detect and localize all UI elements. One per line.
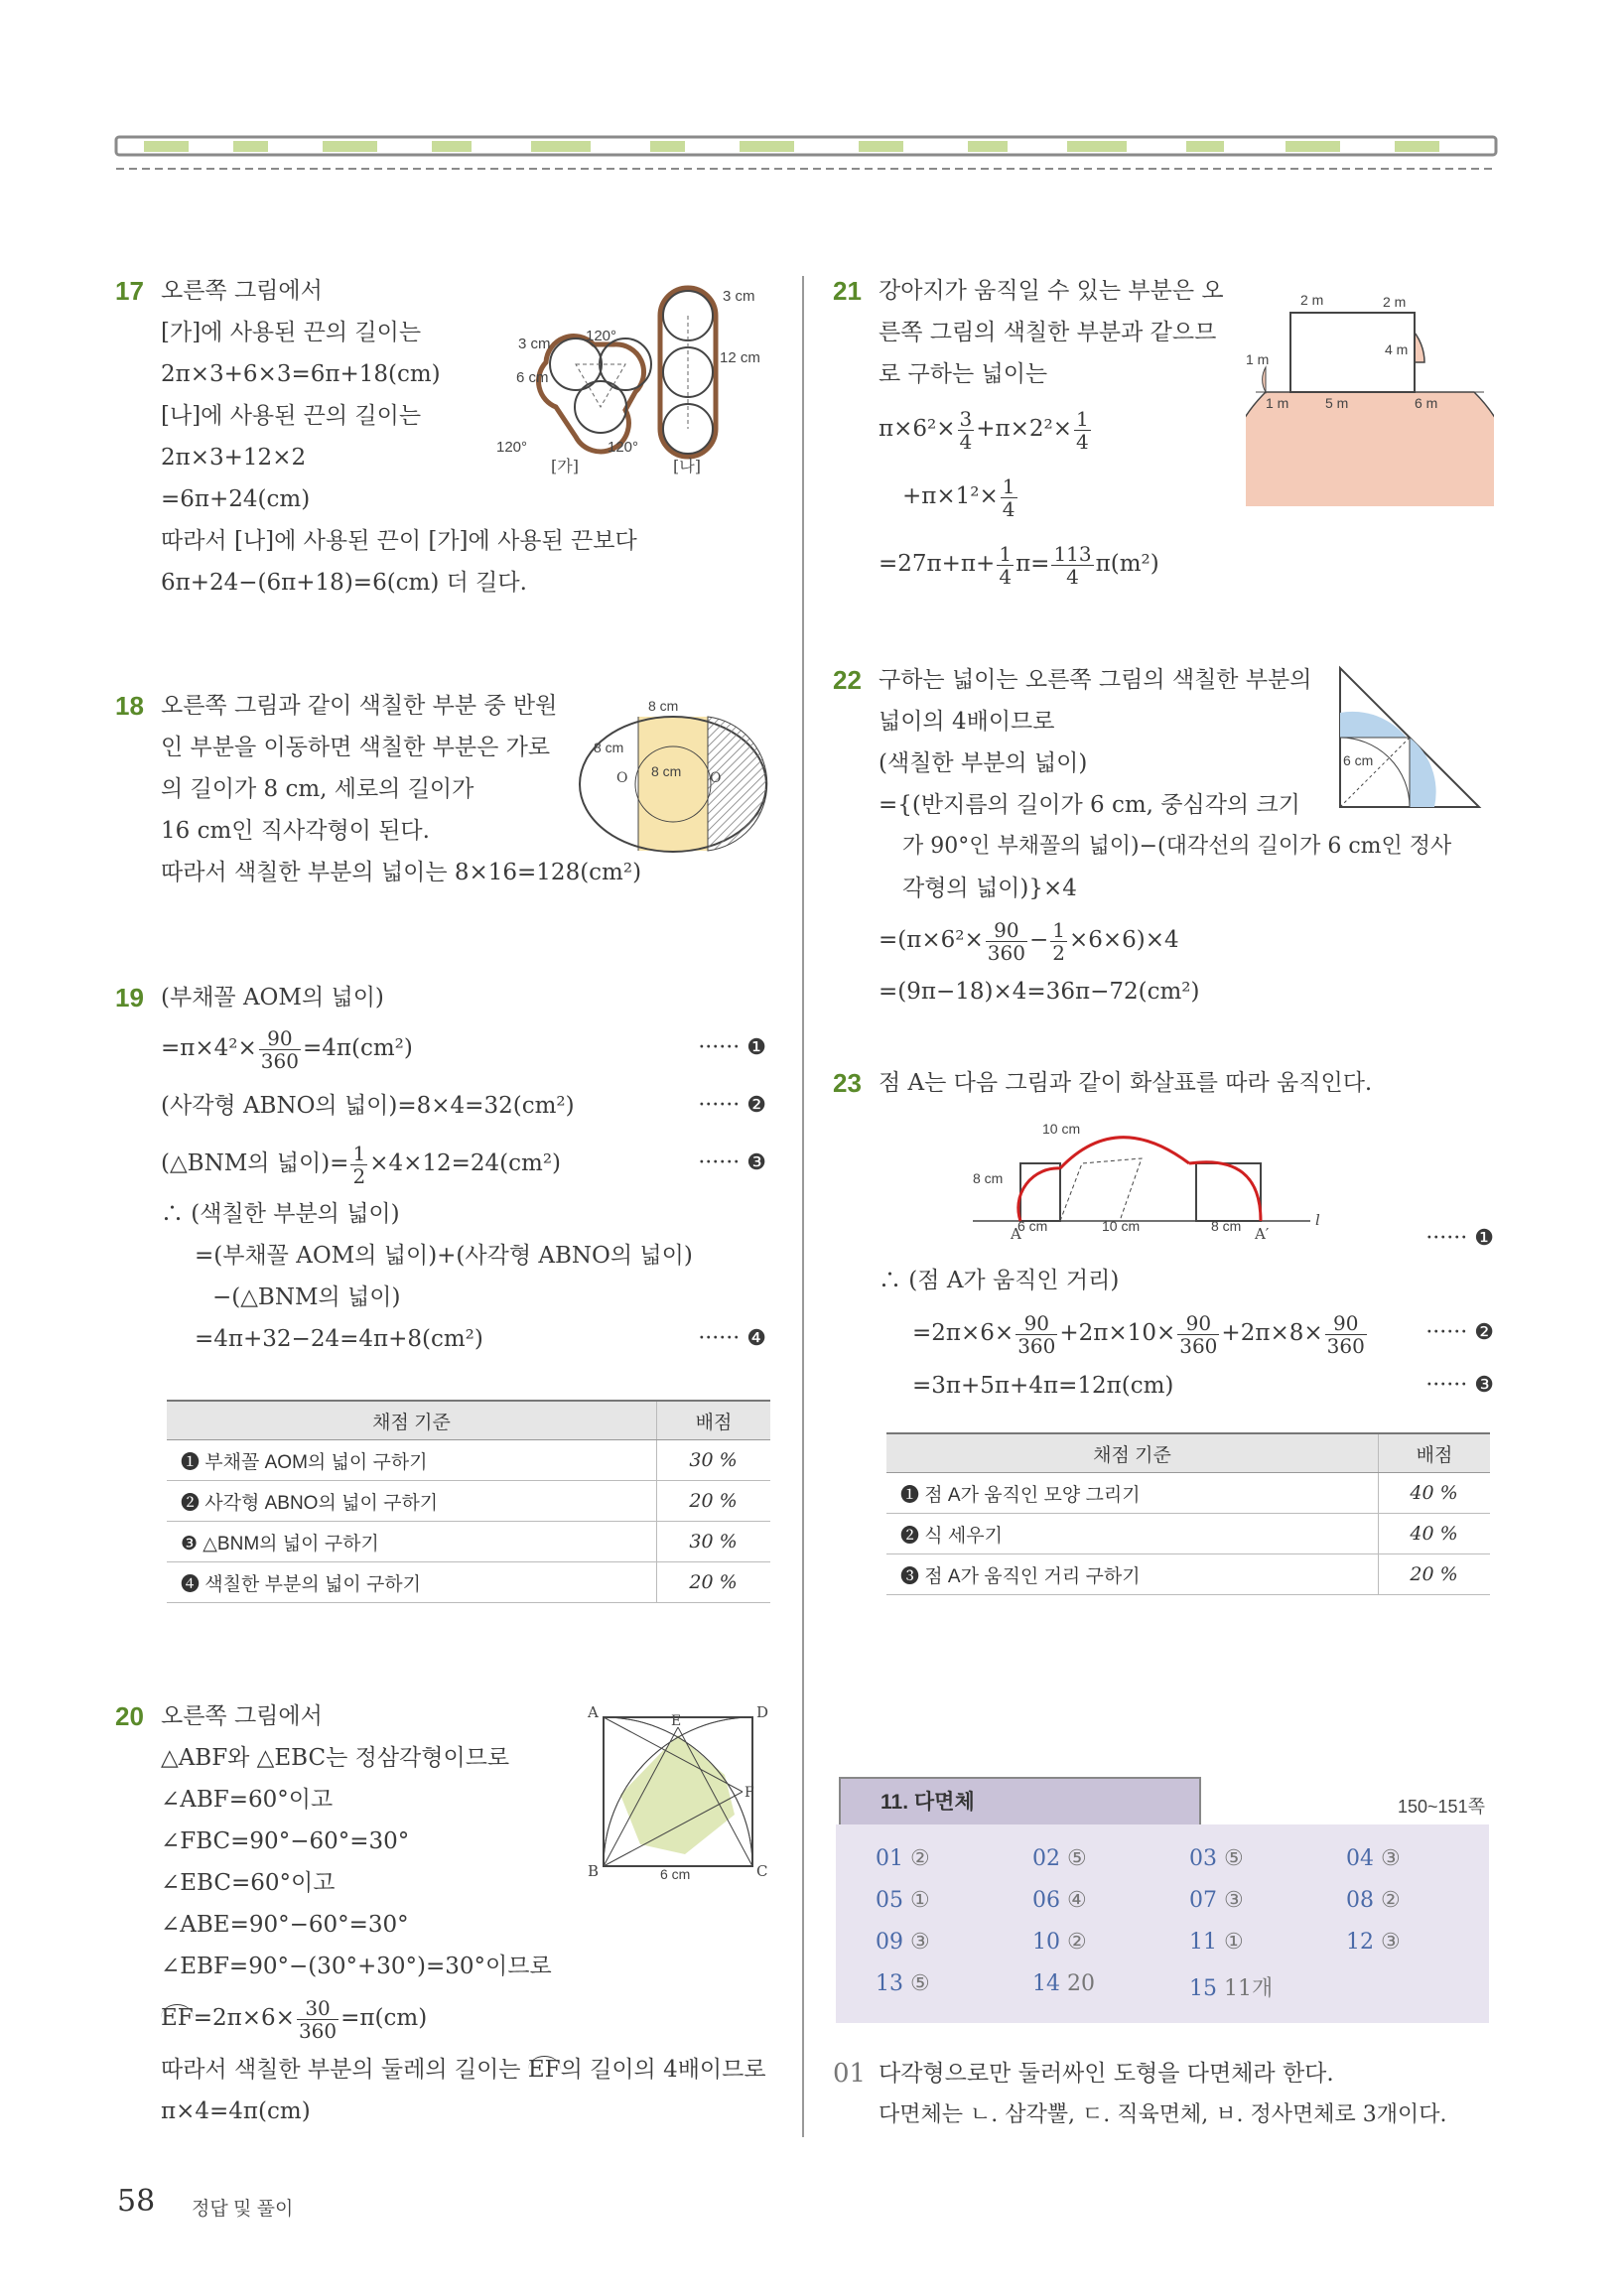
text-line: 따라서 색칠한 부분의 넓이는 8×16=128(cm²) bbox=[161, 860, 642, 885]
text-line bbox=[879, 1301, 1494, 1365]
text-line bbox=[879, 909, 1494, 971]
text-line: (색칠한 부분의 넓이) bbox=[879, 750, 1088, 776]
figure-22 bbox=[1335, 663, 1484, 812]
expr: =4π+32−24=4π+8(cm²) bbox=[195, 1326, 483, 1352]
text-line: △ABF와 △EBC는 정삼각형이므로 bbox=[161, 1745, 510, 1771]
header-band bbox=[114, 129, 1499, 179]
problem-23-solution bbox=[879, 1217, 1494, 1407]
text-line: 다면체는 ㄴ. 삼각뿔, ㄷ. 직육면체, ㅂ. 정사면체로 3개이다. bbox=[879, 2102, 1447, 2127]
answer-value: ⑤ bbox=[1224, 1846, 1244, 1871]
score: 20 % bbox=[657, 1562, 771, 1603]
problem-18 bbox=[115, 685, 642, 893]
answer-value: ③ bbox=[910, 1930, 930, 1955]
answer-value: ② bbox=[910, 1846, 930, 1871]
label: 10 cm bbox=[1042, 1121, 1081, 1137]
label: 2 m bbox=[1300, 292, 1324, 308]
column-header: 배점 bbox=[1379, 1433, 1491, 1473]
fraction bbox=[297, 1997, 338, 2042]
denominator: 4 bbox=[1002, 496, 1015, 521]
score: 40 % bbox=[1379, 1514, 1491, 1554]
fraction bbox=[350, 1143, 367, 1187]
criterion: ❷ 식 세우기 bbox=[886, 1514, 1379, 1554]
numerator: 113 bbox=[1053, 541, 1092, 566]
label: 6 cm bbox=[516, 369, 549, 386]
figure-21 bbox=[1246, 283, 1494, 506]
denominator: 360 bbox=[987, 940, 1025, 965]
denominator: 360 bbox=[1179, 1333, 1218, 1358]
answer-number: 13 bbox=[876, 1971, 903, 1996]
criterion: ❹ 색칠한 부분의 넓이 구하기 bbox=[167, 1562, 657, 1603]
grading-table-23 bbox=[886, 1432, 1490, 1595]
text-line bbox=[161, 2049, 766, 2091]
answer-number: 12 bbox=[1346, 1930, 1374, 1955]
answer-value: ③ bbox=[1381, 1930, 1401, 1955]
fraction bbox=[1325, 1312, 1367, 1357]
text-line: ∠EBC=60°이고 bbox=[161, 1870, 336, 1896]
text-line: ∴ (점 A가 움직인 거리) bbox=[879, 1268, 1120, 1293]
denominator: 4 bbox=[959, 429, 973, 454]
mark-1: ······ ❶ bbox=[1425, 1226, 1494, 1251]
fraction bbox=[1177, 1312, 1219, 1357]
figure-20 bbox=[586, 1705, 774, 1879]
text-line: 른쪽 그림의 색칠한 부분과 같으므 bbox=[879, 320, 1217, 345]
text-line: [나]에 사용된 끈의 길이는 bbox=[161, 403, 422, 429]
problem-01 bbox=[833, 2053, 1494, 2136]
footer-section: 정답 및 풀이 bbox=[192, 2199, 294, 2220]
numerator: 90 bbox=[986, 919, 1027, 942]
label: 8 cm bbox=[594, 740, 624, 755]
label: A bbox=[1011, 1225, 1021, 1243]
answer-value: 20 bbox=[1067, 1971, 1095, 1996]
arc-label: EF bbox=[161, 2005, 194, 2031]
text-line: ∠EBF=90°−(30°+30°)=30°이므로 bbox=[161, 1954, 552, 1979]
label: 6 cm bbox=[1343, 752, 1374, 768]
criterion: ❶ 점 A가 움직인 모양 그리기 bbox=[886, 1473, 1379, 1514]
answer-number: 11 bbox=[1189, 1930, 1217, 1955]
table-row bbox=[167, 1440, 770, 1481]
denominator: 360 bbox=[1326, 1333, 1365, 1358]
label: 12 cm bbox=[720, 349, 760, 366]
label: 4 m bbox=[1385, 341, 1409, 357]
denominator: 4 bbox=[1076, 429, 1089, 454]
answer-value: ⑤ bbox=[1067, 1846, 1087, 1871]
answer-number: 04 bbox=[1346, 1846, 1374, 1871]
criterion: ❸ △BNM의 넓이 구하기 bbox=[167, 1522, 657, 1562]
label: 2 m bbox=[1383, 294, 1407, 310]
numerator: 1 bbox=[1076, 406, 1089, 431]
fraction bbox=[1015, 1312, 1057, 1357]
table-row bbox=[886, 1473, 1490, 1514]
answer-number: 03 bbox=[1189, 1846, 1217, 1871]
label: 8 cm bbox=[1211, 1218, 1242, 1234]
label: 8 cm bbox=[973, 1170, 1004, 1186]
numerator: 1 bbox=[1052, 917, 1065, 942]
score: 30 % bbox=[657, 1440, 771, 1481]
label: 6 cm bbox=[1017, 1218, 1048, 1234]
answer-value: ② bbox=[1381, 1888, 1401, 1913]
problem-number: 22 bbox=[833, 665, 862, 695]
numerator: 3 bbox=[959, 406, 973, 431]
denominator: 360 bbox=[298, 2018, 338, 2043]
label: 6 cm bbox=[660, 1866, 691, 1879]
label: E bbox=[671, 1713, 682, 1729]
answer-grid bbox=[876, 1846, 1471, 2025]
problem-number: 19 bbox=[115, 983, 144, 1013]
label: 120° bbox=[586, 328, 617, 344]
answer-item bbox=[1346, 1888, 1401, 1913]
label: B bbox=[588, 1862, 600, 1879]
fraction bbox=[1074, 408, 1091, 453]
problem-number: 23 bbox=[833, 1068, 862, 1098]
expr: =4π(cm²) bbox=[302, 1035, 413, 1061]
text-line: =6π+24(cm) bbox=[161, 486, 311, 512]
answer-item bbox=[1189, 1930, 1244, 1955]
problem-number: 01 bbox=[833, 2059, 867, 2089]
answer-item bbox=[1189, 1846, 1244, 1871]
fraction bbox=[958, 408, 975, 453]
arc-label: EF bbox=[527, 2057, 561, 2083]
answer-item bbox=[1189, 1888, 1244, 1913]
answer-value: ⑤ bbox=[910, 1971, 930, 1996]
expr: π(m²) bbox=[1095, 551, 1159, 577]
text-line: 점 A는 다음 그림과 같이 화살표를 따라 움직인다. bbox=[879, 1070, 1373, 1096]
label: C bbox=[756, 1862, 768, 1879]
expr: =27π+π+ bbox=[879, 551, 996, 577]
expr: =2π×6× bbox=[193, 2005, 295, 2031]
mark-2: ······ ❷ bbox=[698, 1093, 766, 1118]
answer-value: ③ bbox=[1224, 1888, 1244, 1913]
answer-value: ① bbox=[910, 1888, 930, 1913]
answer-number: 07 bbox=[1189, 1888, 1217, 1913]
expr: +π×2²× bbox=[976, 416, 1073, 442]
answer-value: 11개 bbox=[1224, 1976, 1274, 2001]
text-line: 따라서 [나]에 사용된 끈이 [가]에 사용된 끈보다 bbox=[161, 528, 637, 554]
expr: =2π×6× bbox=[912, 1320, 1015, 1346]
expr: π×6²× bbox=[879, 416, 956, 442]
answer-item bbox=[876, 1971, 930, 1996]
denominator: 360 bbox=[1017, 1333, 1056, 1358]
denominator: 2 bbox=[1052, 940, 1065, 965]
answer-item bbox=[1032, 1971, 1095, 1996]
text-line bbox=[161, 1318, 766, 1360]
text-line: ∠FBC=90°−60°=30° bbox=[161, 1828, 410, 1854]
text-line bbox=[161, 1987, 766, 2049]
text-line: (부채꼴 AOM의 넓이) bbox=[161, 985, 384, 1011]
label: 3 cm bbox=[723, 288, 755, 305]
figure-18 bbox=[574, 695, 782, 864]
answer-number: 10 bbox=[1032, 1930, 1060, 1955]
column-header: 채점 기준 bbox=[167, 1401, 657, 1440]
fraction bbox=[986, 919, 1027, 964]
text-line bbox=[879, 1217, 1494, 1260]
problem-number: 18 bbox=[115, 691, 144, 721]
table-row bbox=[886, 1554, 1490, 1595]
column-header: 채점 기준 bbox=[886, 1433, 1379, 1473]
fraction bbox=[997, 543, 1014, 588]
text-line: 로 구하는 넓이는 bbox=[879, 361, 1048, 387]
expr: 의 길이의 4배이므로 bbox=[560, 2057, 766, 2083]
text-line: 16 cm인 직사각형이 된다. bbox=[161, 818, 430, 844]
problem-19 bbox=[115, 977, 766, 1360]
mark-3: ······ ❸ bbox=[698, 1150, 766, 1175]
label: A bbox=[588, 1705, 599, 1721]
text-line: 의 길이가 8 cm, 세로의 길이가 bbox=[161, 776, 474, 802]
problem-number: 20 bbox=[115, 1701, 144, 1731]
answer-number: 09 bbox=[876, 1930, 903, 1955]
label: 6 m bbox=[1415, 395, 1438, 411]
text-line: 인 부분을 이동하면 색칠한 부분은 가로 bbox=[161, 735, 551, 760]
expr: =π(cm) bbox=[340, 2005, 428, 2031]
text-line: 오른쪽 그림에서 bbox=[161, 278, 323, 304]
fraction bbox=[1050, 919, 1067, 964]
expr: − bbox=[1028, 927, 1049, 953]
problem-number: 21 bbox=[833, 276, 862, 306]
criterion: ❷ 사각형 ABNO의 넓이 구하기 bbox=[167, 1481, 657, 1522]
expr: =3π+5π+4π=12π(cm) bbox=[912, 1373, 1174, 1399]
label: 120° bbox=[496, 439, 528, 456]
expr: π= bbox=[1015, 551, 1050, 577]
grading-table-19 bbox=[167, 1400, 770, 1603]
label: [가] bbox=[551, 457, 579, 475]
label: 120° bbox=[608, 439, 639, 456]
text-line bbox=[161, 1078, 766, 1134]
column-header: 배점 bbox=[657, 1401, 771, 1440]
table-row bbox=[167, 1562, 770, 1603]
numerator: 90 bbox=[1177, 1312, 1219, 1335]
denominator: 4 bbox=[999, 564, 1013, 589]
answer-number: 01 bbox=[876, 1846, 903, 1871]
mark-2: ······ ❷ bbox=[1425, 1320, 1494, 1345]
criterion: ❸ 점 A가 움직인 거리 구하기 bbox=[886, 1554, 1379, 1595]
table-row bbox=[167, 1481, 770, 1522]
fraction bbox=[1001, 475, 1017, 520]
label: 10 cm bbox=[1102, 1218, 1141, 1234]
column-divider bbox=[802, 276, 804, 2137]
label: A′ bbox=[1255, 1225, 1270, 1243]
text-line: 2π×3+6×3=6π+18(cm) bbox=[161, 361, 441, 387]
text-line bbox=[879, 530, 1315, 598]
section-pages: 150~151쪽 bbox=[1398, 1797, 1485, 1817]
label: D bbox=[756, 1705, 769, 1721]
answer-number: 14 bbox=[1032, 1971, 1060, 1996]
answer-number: 15 bbox=[1189, 1976, 1217, 2001]
score: 20 % bbox=[1379, 1554, 1491, 1595]
answer-item bbox=[876, 1846, 930, 1871]
label: O bbox=[616, 770, 628, 786]
fraction bbox=[259, 1027, 301, 1072]
denominator: 2 bbox=[352, 1163, 366, 1188]
numerator: 90 bbox=[259, 1027, 301, 1050]
text-line: 가 90°인 부채꼴의 넓이)−(대각선의 길이가 6 cm인 정사 bbox=[902, 834, 1452, 859]
text-line: 다각형으로만 둘러싸인 도형을 다면체라 한다. bbox=[879, 2061, 1334, 2087]
answer-item bbox=[1346, 1930, 1401, 1955]
answer-item bbox=[1189, 1971, 1273, 2002]
answer-item bbox=[1032, 1846, 1087, 1871]
answer-value: ③ bbox=[1381, 1846, 1401, 1871]
text-line: 강아지가 움직일 수 있는 부분은 오 bbox=[879, 278, 1224, 304]
expr: +π×1²× bbox=[902, 483, 999, 509]
answer-number: 05 bbox=[876, 1888, 903, 1913]
expr: ×4×12=24(cm²) bbox=[369, 1150, 562, 1176]
section-title: 11. 다면체 bbox=[880, 1791, 975, 1814]
answer-item bbox=[876, 1888, 930, 1913]
label: [나] bbox=[673, 457, 701, 475]
label: 5 m bbox=[1325, 395, 1349, 411]
text-line: 각형의 넓이)}×4 bbox=[902, 876, 1077, 901]
answer-item bbox=[1032, 1888, 1087, 1913]
criterion: ❶ 부채꼴 AOM의 넓이 구하기 bbox=[167, 1440, 657, 1481]
text-line: 6π+24−(6π+18)=6(cm) 더 길다. bbox=[161, 570, 527, 596]
text-line: 2π×3+12×2 bbox=[161, 445, 307, 471]
table-row bbox=[886, 1514, 1490, 1554]
section-11-tab bbox=[839, 1777, 1201, 1824]
text-line: =(부채꼴 AOM의 넓이)+(사각형 ABNO의 넓이) bbox=[195, 1243, 693, 1269]
text-line: [가]에 사용된 끈의 길이는 bbox=[161, 320, 422, 345]
denominator: 360 bbox=[260, 1048, 299, 1073]
figure-17 bbox=[486, 283, 774, 481]
problem-number: 17 bbox=[115, 276, 144, 306]
text-line: −(△BNM의 넓이) bbox=[212, 1284, 401, 1310]
numerator: 90 bbox=[1325, 1312, 1367, 1335]
mark-1: ······ ❶ bbox=[698, 1035, 766, 1060]
text-line: ∴ (색칠한 부분의 넓이) bbox=[161, 1201, 400, 1227]
expr: +2π×10× bbox=[1059, 1320, 1176, 1346]
answer-value: ④ bbox=[1067, 1888, 1087, 1913]
text-line bbox=[879, 1365, 1494, 1407]
score: 40 % bbox=[1379, 1473, 1491, 1514]
expr: 따라서 색칠한 부분의 둘레의 길이는 bbox=[161, 2057, 528, 2083]
expr: (사각형 ABNO의 넓이)=8×4=32(cm²) bbox=[161, 1093, 575, 1119]
expr: +2π×8× bbox=[1221, 1320, 1323, 1346]
answer-number: 02 bbox=[1032, 1846, 1060, 1871]
numerator: 1 bbox=[352, 1141, 366, 1165]
answer-item bbox=[1346, 1846, 1401, 1871]
page-number: 58 bbox=[117, 2184, 156, 2219]
answer-item bbox=[876, 1930, 930, 1955]
text-line bbox=[161, 1018, 766, 1078]
denominator: 4 bbox=[1066, 564, 1079, 589]
answer-number: 06 bbox=[1032, 1888, 1060, 1913]
mark-3: ······ ❸ bbox=[1425, 1373, 1494, 1398]
label: 1 m bbox=[1246, 351, 1270, 367]
label: 3 cm bbox=[518, 336, 551, 352]
expr: (△BNM의 넓이)= bbox=[161, 1150, 349, 1176]
table-row bbox=[167, 1522, 770, 1562]
answer-item bbox=[1032, 1930, 1087, 1955]
label: 8 cm bbox=[651, 763, 682, 779]
mark-4: ······ ❹ bbox=[698, 1326, 766, 1351]
numerator: 30 bbox=[297, 1997, 338, 2020]
text-line bbox=[161, 1134, 766, 1193]
label: O bbox=[710, 770, 722, 786]
numerator: 1 bbox=[999, 541, 1013, 566]
score: 20 % bbox=[657, 1481, 771, 1522]
answer-value: ② bbox=[1067, 1930, 1087, 1955]
text-line: =(9π−18)×4=36π−72(cm²) bbox=[879, 979, 1200, 1005]
fraction bbox=[1051, 543, 1093, 588]
text-line: ∠ABE=90°−60°=30° bbox=[161, 1912, 409, 1938]
label: 8 cm bbox=[648, 698, 679, 714]
expr: ×6×6)×4 bbox=[1068, 927, 1179, 953]
numerator: 1 bbox=[1002, 473, 1015, 498]
problem-23 bbox=[833, 1062, 1494, 1104]
expr: =π×4²× bbox=[161, 1035, 257, 1061]
expr: =(π×6²× bbox=[879, 927, 984, 953]
text-line: ={(반지름의 길이가 6 cm, 중심각의 크기 bbox=[879, 792, 1300, 818]
answer-value: ① bbox=[1224, 1930, 1244, 1955]
text-line: ∠ABF=60°이고 bbox=[161, 1787, 334, 1813]
text-line: 오른쪽 그림과 같이 색칠한 부분 중 반원 bbox=[161, 693, 558, 719]
numerator: 90 bbox=[1015, 1312, 1057, 1335]
label: F bbox=[744, 1785, 754, 1801]
score: 30 % bbox=[657, 1522, 771, 1562]
label: 1 m bbox=[1266, 395, 1289, 411]
text-line: 넓이의 4배이므로 bbox=[879, 709, 1055, 735]
text-line: 구하는 넓이는 오른쪽 그림의 색칠한 부분의 bbox=[879, 667, 1312, 693]
text-line: 오른쪽 그림에서 bbox=[161, 1703, 323, 1729]
text-line: π×4=4π(cm) bbox=[161, 2098, 311, 2124]
answer-number: 08 bbox=[1346, 1888, 1374, 1913]
label: l bbox=[1315, 1211, 1320, 1229]
